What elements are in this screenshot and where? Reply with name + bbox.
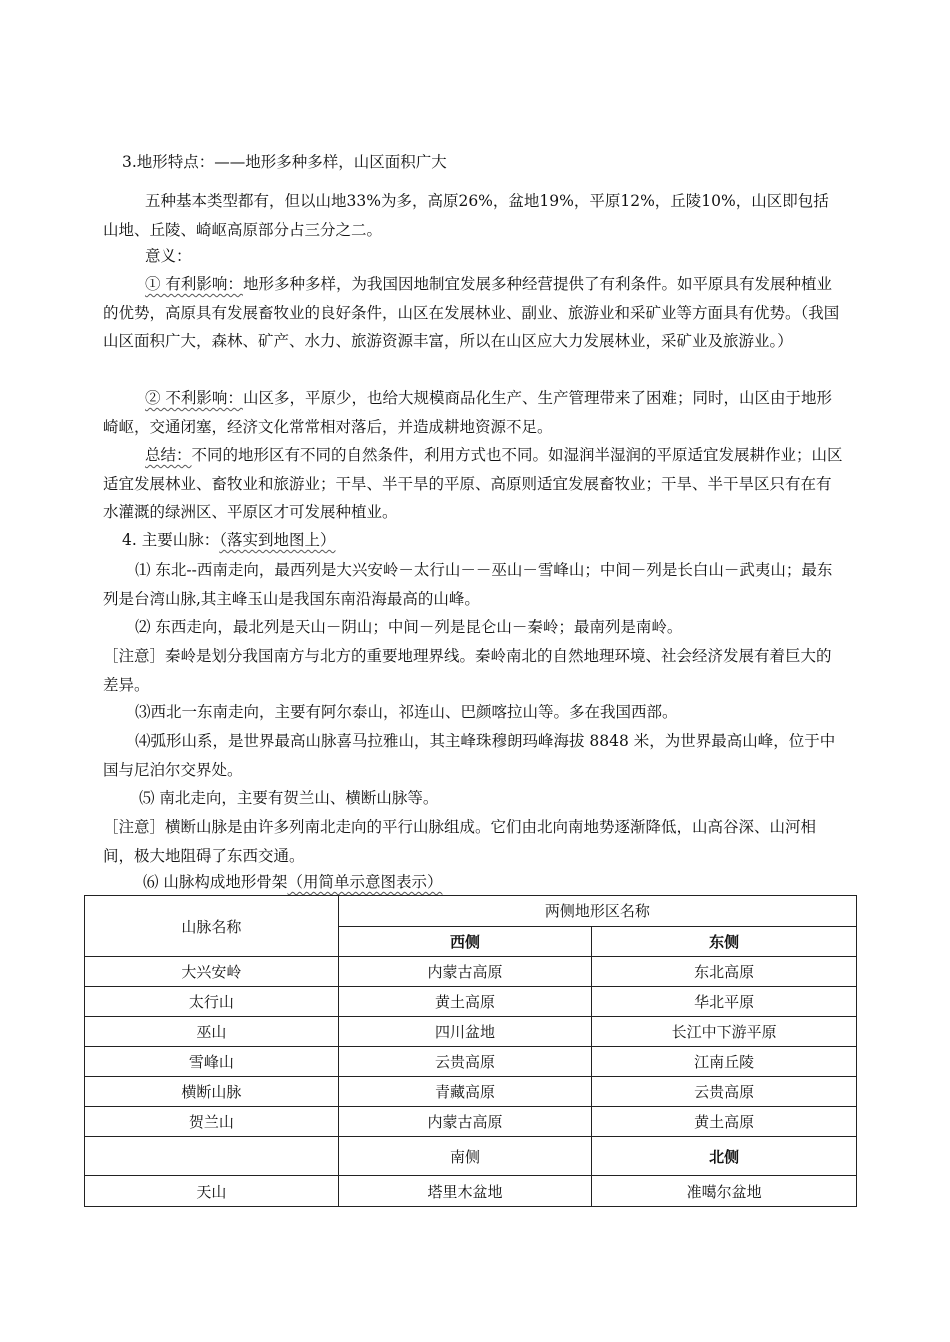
summary-label: 总结： xyxy=(145,446,192,464)
table-row: 天山 塔里木盆地 准噶尔盆地 xyxy=(85,1176,857,1207)
header-north: 北侧 xyxy=(592,1137,857,1176)
header-regions: 两侧地形区名称 xyxy=(338,896,856,927)
mountain-item-2: ⑵ 东西走向，最北列是天山－阴山；中间－列是昆仑山－秦岭；最南列是南岭。 xyxy=(135,618,683,636)
unfavorable-paragraph xyxy=(103,384,843,441)
note-hengduan: ［注意］横断山脉是由许多列南北走向的平行山脉组成。它们由北向南地势逐渐降低，山高谷深、山河相间，极大地阻碍了东西交通。 xyxy=(103,818,817,865)
terrain-types-paragraph: 五种基本类型都有，但以山地33%为多，高原26%，盆地19%，平原12%，丘陵10%，山区即包括山地、丘陵、崎岖高原部分占三分之二。 xyxy=(103,192,829,239)
section4-heading: 4. 主要山脉：（落实到地图上） xyxy=(122,531,336,549)
meaning-label: 意义： xyxy=(145,247,192,265)
header-south: 南侧 xyxy=(338,1137,592,1176)
unfavorable-text: 山区多，平原少，也给大规模商品化生产、生产管理带来了困难；同时，山区由于地形崎岖，交通闭塞，经济文化常常相对落后，并造成耕地资源不足。 xyxy=(103,389,832,436)
table-subheader-row xyxy=(85,1137,857,1176)
summary-text: 不同的地形区有不同的自然条件，利用方式也不同。如湿润半湿润的平原适宜发展耕作业；山区适宜发展林业、畜牧业和旅游业；干旱、半干旱的平原、高原则适宜发展畜牧业；干旱、半干旱区只有在有水灌溉的绿洲区、平原区才可发展种植业。 xyxy=(103,446,843,521)
header-west: 西侧 xyxy=(338,926,592,957)
mountain-item-1: ⑴ 东北--西南走向，最西列是大兴安岭－太行山－－巫山－雪峰山；中间－列是长白山－武夷山；最东列是台湾山脉,其主峰玉山是我国东南沿海最高的山峰。 xyxy=(103,561,833,608)
table-row: 太行山 黄土高原 华北平原 xyxy=(85,987,857,1017)
note-qinling: ［注意］秦岭是划分我国南方与北方的重要地理界线。秦岭南北的自然地理环境、社会经济发展有着巨大的差异。 xyxy=(103,647,832,694)
mountain-item-3: ⑶西北一东南走向，主要有阿尔泰山，祁连山、巴颜喀拉山等。多在我国西部。 xyxy=(135,703,678,721)
table-row: 横断山脉 青藏高原 云贵高原 xyxy=(85,1077,857,1107)
mountain-regions-table xyxy=(84,895,857,1207)
section4-heading-note: （落实到地图上） xyxy=(219,531,336,549)
mountain-item-6-note: （用简单示意图表示） xyxy=(287,873,443,891)
mountain-item-5: ⑸ 南北走向，主要有贺兰山、横断山脉等。 xyxy=(139,789,439,807)
favorable-paragraph xyxy=(103,270,843,356)
table-row: 贺兰山 内蒙古高原 黄土高原 xyxy=(85,1107,857,1137)
table-row: 巫山 四川盆地 长江中下游平原 xyxy=(85,1017,857,1047)
header-east: 东侧 xyxy=(592,926,857,957)
header-mountain-name: 山脉名称 xyxy=(85,896,339,957)
mountain-item-6: ⑹ 山脉构成地形骨架（用简单示意图表示） xyxy=(143,873,443,891)
summary-paragraph xyxy=(103,441,843,527)
unfavorable-label: ② 不利影响： xyxy=(145,389,243,407)
table-row: 雪峰山 云贵高原 江南丘陵 xyxy=(85,1047,857,1077)
section3-heading: 3.地形特点：——地形多种多样，山区面积广大 xyxy=(122,153,447,171)
mountain-item-4: ⑷弧形山系，是世界最高山脉喜马拉雅山，其主峰珠穆朗玛峰海拔 8848 米，为世界最高山峰，位于中国与尼泊尔交界处。 xyxy=(103,732,836,779)
favorable-text: 地形多种多样，为我国因地制宜发展多种经营提供了有利条件。如平原具有发展种植业的优势，高原具有发展畜牧业的良好条件，山区在发展林业、副业、旅游业和采矿业等方面具有优势。（我国山区面积广大，森林、矿产、水力、旅游资源丰富，所以在山区应大力发展林业，采矿业及旅游业。） xyxy=(103,275,840,350)
table-row: 大兴安岭 内蒙古高原 东北高原 xyxy=(85,957,857,987)
favorable-label: ① 有利影响： xyxy=(145,275,243,293)
